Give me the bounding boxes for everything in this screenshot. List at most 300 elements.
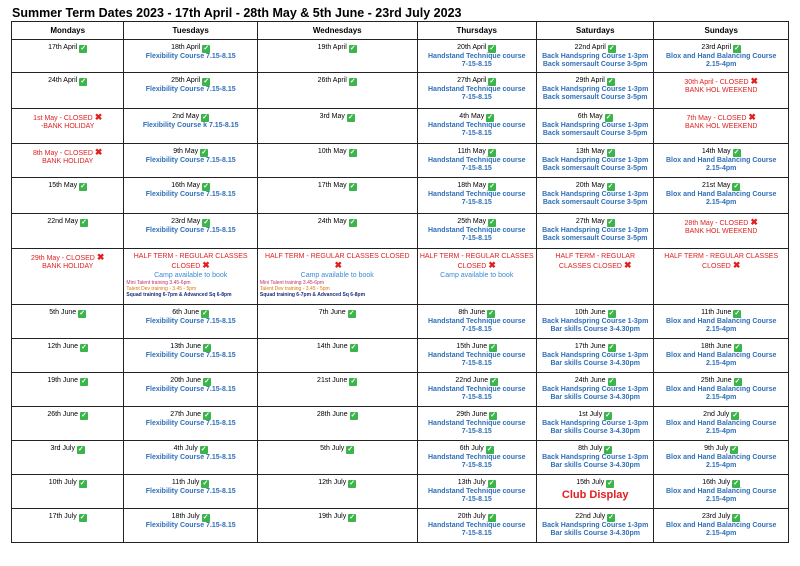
date-label — [656, 343, 786, 352]
check-icon: ✓ — [203, 78, 210, 85]
cell-text: 6th July — [459, 445, 484, 452]
cross-icon: ✖ — [623, 260, 632, 271]
cross-icon: ✖ — [750, 217, 758, 227]
cell-text: 25th June — [700, 377, 732, 384]
column-header: Tuesdays — [124, 22, 258, 40]
event-text — [126, 318, 255, 326]
event-text — [656, 386, 786, 394]
cross-icon: ✖ — [94, 112, 103, 122]
cell-text: Squad training 6-7pm & Advanced Sq 6-8pm — [126, 291, 232, 298]
day-cell — [124, 373, 258, 407]
day-cell — [654, 373, 789, 407]
day-cell — [417, 509, 536, 543]
cell-text: Bar skills Course 3-4.30pm — [550, 394, 640, 402]
event-text — [420, 318, 534, 326]
event-text — [656, 488, 786, 496]
day-cell — [536, 144, 653, 178]
event-text — [656, 261, 786, 271]
day-cell — [257, 109, 417, 144]
cell-text: 26th June — [47, 411, 79, 418]
event-text — [656, 360, 786, 368]
check-icon: ✓ — [734, 378, 741, 385]
cell-text: 7-15-8.15 — [461, 394, 492, 402]
cell-text: Blox and Hand Balancing Course — [665, 191, 777, 198]
cross-icon: ✖ — [94, 147, 103, 157]
event-text — [539, 394, 651, 402]
check-icon: ✓ — [731, 446, 738, 453]
event-text — [126, 122, 255, 130]
event-text — [539, 94, 651, 102]
date-label — [260, 377, 415, 386]
cell-text: Back somersault Course 3-5pm — [542, 130, 648, 138]
cell-text: Handstand Technique course — [428, 122, 526, 129]
column-header: Wednesdays — [257, 22, 417, 40]
event-text — [656, 496, 786, 504]
cell-text: 25th April — [171, 77, 201, 84]
check-icon: ✓ — [203, 183, 209, 190]
cell-text: 21st May — [702, 182, 731, 189]
date-label — [420, 411, 534, 420]
date-label — [420, 377, 534, 386]
date-label — [656, 377, 786, 386]
day-cell — [12, 373, 124, 407]
cell-text: 23rd July — [702, 513, 731, 520]
day-cell — [654, 144, 789, 178]
event-text — [420, 462, 534, 470]
day-cell — [257, 214, 417, 249]
event-text — [260, 272, 415, 280]
day-cell — [257, 144, 417, 178]
cell-text: Back Handspring Course 1-3pm — [542, 386, 649, 393]
cell-text: Handstand Technique course — [428, 522, 526, 529]
date-label — [14, 377, 121, 386]
event-text — [656, 462, 786, 470]
check-icon: ✓ — [347, 114, 354, 121]
cell-text: 2.15-4pm — [706, 394, 737, 402]
cell-text: 18th May — [457, 182, 487, 189]
event-text — [656, 428, 786, 436]
day-cell — [257, 373, 417, 407]
date-label — [539, 309, 651, 318]
cell-text: Handstand Technique course — [428, 318, 526, 325]
cell-text: 3rd May — [319, 113, 345, 120]
cell-text: 10th May — [317, 148, 347, 155]
date-label — [656, 513, 786, 522]
day-cell — [536, 407, 653, 441]
event-text — [539, 130, 651, 138]
day-cell — [654, 178, 789, 214]
check-icon: ✓ — [79, 480, 86, 487]
check-icon: ✓ — [202, 514, 209, 521]
date-label — [126, 479, 255, 488]
check-icon: ✓ — [81, 412, 88, 419]
day-cell — [12, 407, 124, 441]
cell-text: HALF TERM - REGULAR — [555, 253, 636, 260]
cell-text: Handstand Technique course — [428, 191, 526, 198]
check-icon: ✓ — [200, 446, 207, 453]
date-label — [126, 44, 255, 53]
event-text — [420, 386, 534, 394]
cell-text: Back somersault Course 3-5pm — [542, 94, 648, 102]
date-label — [14, 513, 121, 522]
cell-text: 2.15-4pm — [706, 61, 737, 69]
day-cell — [124, 305, 258, 339]
column-header: Mondays — [12, 22, 124, 40]
event-text — [420, 496, 534, 504]
day-cell — [12, 178, 124, 214]
table-row — [12, 144, 789, 178]
day-cell — [124, 40, 258, 73]
check-icon: ✓ — [486, 446, 493, 453]
table-row — [12, 40, 789, 73]
day-cell — [124, 249, 258, 305]
date-label — [14, 411, 121, 420]
day-cell — [417, 109, 536, 144]
cell-text: 25th May — [457, 218, 487, 225]
day-cell — [417, 214, 536, 249]
cell-text: 29th June — [456, 411, 488, 418]
date-label — [260, 343, 415, 352]
date-label — [260, 182, 415, 191]
day-cell — [124, 214, 258, 249]
event-text — [539, 165, 651, 173]
date-label — [656, 411, 786, 420]
table-row — [12, 305, 789, 339]
date-label — [126, 218, 255, 227]
day-cell — [12, 144, 124, 178]
cross-icon: ✖ — [202, 260, 210, 271]
date-label — [260, 44, 415, 53]
check-icon: ✓ — [607, 480, 614, 487]
cell-text: Bar skills Course 3-4.30pm — [550, 326, 640, 334]
cell-text: 20th June — [170, 377, 202, 384]
event-text — [539, 352, 651, 360]
cell-text: 2.15-4pm — [706, 165, 737, 173]
event-text — [420, 61, 534, 69]
cell-text: Blox and Hand Balancing Course — [665, 157, 777, 164]
day-cell — [536, 73, 653, 109]
cell-text: Handstand Technique course — [428, 86, 526, 93]
date-label — [656, 148, 786, 157]
cell-text: Back somersault Course 3-5pm — [542, 61, 648, 69]
event-text — [126, 292, 255, 298]
cell-text: 7-15-8.15 — [461, 428, 492, 436]
date-label — [656, 44, 786, 53]
cell-text: 23rd May — [171, 218, 201, 225]
date-label — [260, 218, 415, 227]
cross-icon: ✖ — [96, 252, 105, 262]
event-text — [126, 261, 255, 271]
date-label — [656, 309, 786, 318]
cell-text: 15th May — [48, 182, 78, 189]
check-icon: ✓ — [732, 412, 739, 419]
date-label — [539, 113, 651, 122]
day-cell — [654, 109, 789, 144]
column-header: Thursdays — [417, 22, 536, 40]
cell-text: 5th June — [49, 309, 77, 316]
cell-text: 7-15-8.15 — [461, 326, 492, 334]
cell-text: CLOSED — [702, 263, 731, 271]
cell-text: Flexibility Course 7.15-8.15 — [145, 352, 236, 359]
day-cell — [257, 509, 417, 543]
cell-text: 2.15-4pm — [706, 428, 737, 436]
cell-text: 19th July — [318, 513, 347, 520]
cell-text: 10th July — [48, 479, 77, 486]
cell-text: 13th May — [575, 148, 605, 155]
table-row — [12, 509, 789, 543]
check-icon: ✓ — [607, 149, 614, 156]
date-label — [126, 77, 255, 86]
cell-text: 7th June — [318, 309, 346, 316]
date-label — [539, 343, 651, 352]
check-icon: ✓ — [80, 183, 87, 190]
check-icon: ✓ — [490, 344, 497, 351]
event-text — [126, 157, 255, 165]
cell-text: 27th April — [457, 77, 487, 84]
cell-text: 14th May — [701, 148, 731, 155]
day-cell — [417, 475, 536, 509]
date-label — [656, 218, 786, 228]
cell-text: 19th June — [47, 377, 79, 384]
event-text — [420, 94, 534, 102]
date-label — [539, 218, 651, 227]
check-icon: ✓ — [202, 114, 209, 121]
cell-text: 1st July — [578, 411, 603, 418]
cell-text: 7th May - CLOSED — [686, 115, 747, 122]
check-icon: ✓ — [490, 412, 497, 419]
day-cell — [536, 40, 653, 73]
day-cell — [417, 339, 536, 373]
cell-text: 7-15-8.15 — [461, 530, 492, 538]
event-text — [420, 199, 534, 207]
cell-text: Flexibility Course 7.15-8.15 — [145, 227, 236, 234]
cell-text: Mini Talent training 3.45-6pm — [126, 279, 191, 286]
day-cell — [12, 109, 124, 144]
event-text — [126, 420, 255, 428]
event-text — [539, 199, 651, 207]
cell-text: HALF TERM - REGULAR CLASSES CLOSED — [264, 253, 410, 260]
check-icon: ✓ — [350, 378, 357, 385]
cell-text: 20th July — [457, 513, 486, 520]
cell-text: 20th May — [575, 182, 605, 189]
cell-text: 26th April — [317, 77, 347, 84]
cell-text: Blox and Hand Balancing Course — [665, 522, 777, 529]
day-cell — [257, 441, 417, 475]
cell-text: Squad training 6-7pm & Advanced Sq 6-8pm — [259, 291, 366, 298]
check-icon: ✓ — [350, 344, 357, 351]
check-icon: ✓ — [201, 149, 208, 156]
cell-text: HALF TERM - REGULAR CLASSES — [664, 253, 779, 260]
event-text — [420, 191, 534, 199]
check-icon: ✓ — [81, 219, 88, 226]
cell-text: Bar skills Course 3-4.30pm — [550, 428, 640, 436]
date-label — [14, 309, 121, 318]
cell-text: 18th June — [700, 343, 732, 350]
cell-text: 17th April — [48, 44, 78, 51]
cell-text: 17th May — [317, 182, 347, 189]
day-cell — [12, 40, 124, 73]
check-icon: ✓ — [489, 219, 496, 226]
event-text — [656, 352, 786, 360]
date-label — [14, 77, 121, 86]
date-label — [260, 148, 415, 157]
day-cell — [257, 178, 417, 214]
event-text — [420, 261, 534, 271]
cell-text: Mini Talent training 3.45-6pm — [259, 279, 325, 286]
event-text — [126, 454, 255, 462]
date-label — [539, 445, 651, 454]
cell-text: 12th July — [318, 479, 347, 486]
check-icon: ✓ — [347, 446, 354, 453]
date-label — [420, 218, 534, 227]
cross-icon: ✖ — [488, 260, 496, 271]
check-icon: ✓ — [349, 149, 356, 156]
cell-text: 7-15-8.15 — [461, 496, 492, 504]
cell-text: 8th June — [458, 309, 486, 316]
cell-text: Handstand Technique course — [428, 352, 526, 359]
event-text — [656, 228, 786, 236]
day-cell — [12, 305, 124, 339]
check-icon: ✓ — [488, 480, 495, 487]
event-text — [260, 261, 415, 271]
cross-icon: ✖ — [334, 260, 342, 271]
check-icon: ✓ — [349, 183, 356, 190]
cell-text: Blox and Hand Balancing Course — [665, 420, 777, 427]
cell-text: 28th June — [316, 411, 348, 418]
cell-text: 21st June — [317, 377, 348, 384]
cell-text: 18th April — [171, 44, 201, 51]
cell-text: Bar skills Course 3-4.30pm — [550, 462, 640, 470]
check-icon: ✓ — [202, 310, 209, 317]
date-label — [420, 44, 534, 53]
event-text — [539, 227, 651, 235]
check-icon: ✓ — [80, 78, 87, 85]
event-text — [126, 352, 255, 360]
cell-text: Back Handspring Course 1-3pm — [542, 318, 649, 325]
event-text — [420, 326, 534, 334]
check-icon: ✓ — [204, 412, 210, 419]
date-label — [420, 479, 534, 488]
cell-text: Blox and Hand Balancing Course — [665, 53, 777, 60]
cell-text: Flexibility Course 7.15-8.15 — [145, 157, 236, 164]
check-icon: ✓ — [203, 219, 210, 226]
check-icon: ✓ — [80, 45, 87, 52]
table-row — [12, 475, 789, 509]
day-cell — [257, 339, 417, 373]
event-text — [656, 530, 786, 538]
cell-text: Camp available to book — [300, 271, 374, 279]
date-label — [126, 513, 255, 522]
cell-text: 2.15-4pm — [706, 530, 737, 538]
event-text — [420, 522, 534, 530]
day-cell — [417, 305, 536, 339]
check-icon: ✓ — [733, 514, 740, 521]
column-header: Sundays — [654, 22, 789, 40]
cell-text: Talent Dev training - 3.45 - 5pm — [259, 285, 330, 292]
day-cell — [536, 305, 653, 339]
cell-text: Back Handspring Course 1-3pm — [542, 157, 649, 164]
event-text — [539, 420, 651, 428]
cell-text: 30th April - CLOSED — [684, 79, 749, 86]
date-label — [14, 148, 121, 158]
day-cell — [536, 509, 653, 543]
event-text — [126, 272, 255, 280]
date-label — [420, 445, 534, 454]
date-label — [656, 253, 786, 261]
day-cell — [417, 73, 536, 109]
event-text — [539, 489, 651, 502]
cell-text: 2.15-4pm — [706, 496, 737, 504]
cell-text: Flexibility Course 7.15-8.15 — [145, 454, 236, 461]
event-text — [14, 158, 121, 166]
cell-text: 7-15-8.15 — [461, 94, 492, 102]
cell-text: 4th July — [173, 445, 198, 452]
event-text — [420, 360, 534, 368]
cell-text: 9th July — [704, 445, 729, 452]
event-text — [656, 53, 786, 61]
event-text — [539, 326, 651, 334]
cell-text: 13th June — [170, 343, 202, 350]
date-label — [126, 377, 255, 386]
date-label — [656, 77, 786, 87]
cell-text: 16th May — [171, 182, 201, 189]
cell-text: 15th June — [456, 343, 488, 350]
event-text — [420, 122, 534, 130]
day-cell — [654, 73, 789, 109]
date-label — [656, 113, 786, 123]
cell-text: 29th April — [575, 77, 605, 84]
cell-text: 10th June — [574, 309, 606, 316]
date-label — [14, 44, 121, 53]
cell-text: Flexibility Course 7.15-8.15 — [145, 86, 236, 93]
day-cell — [124, 144, 258, 178]
cell-text: Flexibility Course 7.15-8.15 — [145, 53, 236, 60]
check-icon: ✓ — [733, 183, 740, 190]
cell-text: 20th April — [457, 44, 487, 51]
cell-text: 1st May - CLOSED — [33, 115, 93, 122]
cell-text: 7-15-8.15 — [461, 61, 492, 69]
day-cell — [124, 441, 258, 475]
cell-text: 22nd July — [575, 513, 606, 520]
table-body — [12, 40, 789, 543]
event-text — [656, 61, 786, 69]
date-label — [14, 253, 121, 263]
check-icon: ✓ — [489, 78, 496, 85]
cell-text: CLASSES CLOSED — [558, 263, 622, 271]
check-icon: ✓ — [349, 78, 356, 85]
day-cell — [124, 339, 258, 373]
day-cell — [257, 249, 417, 305]
cell-text: Back Handspring Course 1-3pm — [542, 53, 649, 60]
cell-text: Bar skills Course 3-4.30pm — [550, 530, 640, 538]
day-cell — [124, 509, 258, 543]
cell-text: 9th May — [173, 148, 199, 155]
day-cell — [654, 214, 789, 249]
cell-text: Camp available to book — [154, 271, 228, 279]
date-label — [260, 479, 415, 488]
event-text — [539, 318, 651, 326]
day-cell — [654, 249, 789, 305]
day-cell — [536, 178, 653, 214]
cell-text: 7-15-8.15 — [461, 199, 492, 207]
day-cell — [12, 73, 124, 109]
cell-text: Blox and Hand Balancing Course — [665, 488, 777, 495]
date-label — [539, 253, 651, 261]
check-icon: ✓ — [487, 114, 494, 121]
cell-text: Flexibility Course 7.15-8.15 — [145, 488, 236, 495]
cell-text: 14th June — [316, 343, 348, 350]
day-cell — [417, 40, 536, 73]
